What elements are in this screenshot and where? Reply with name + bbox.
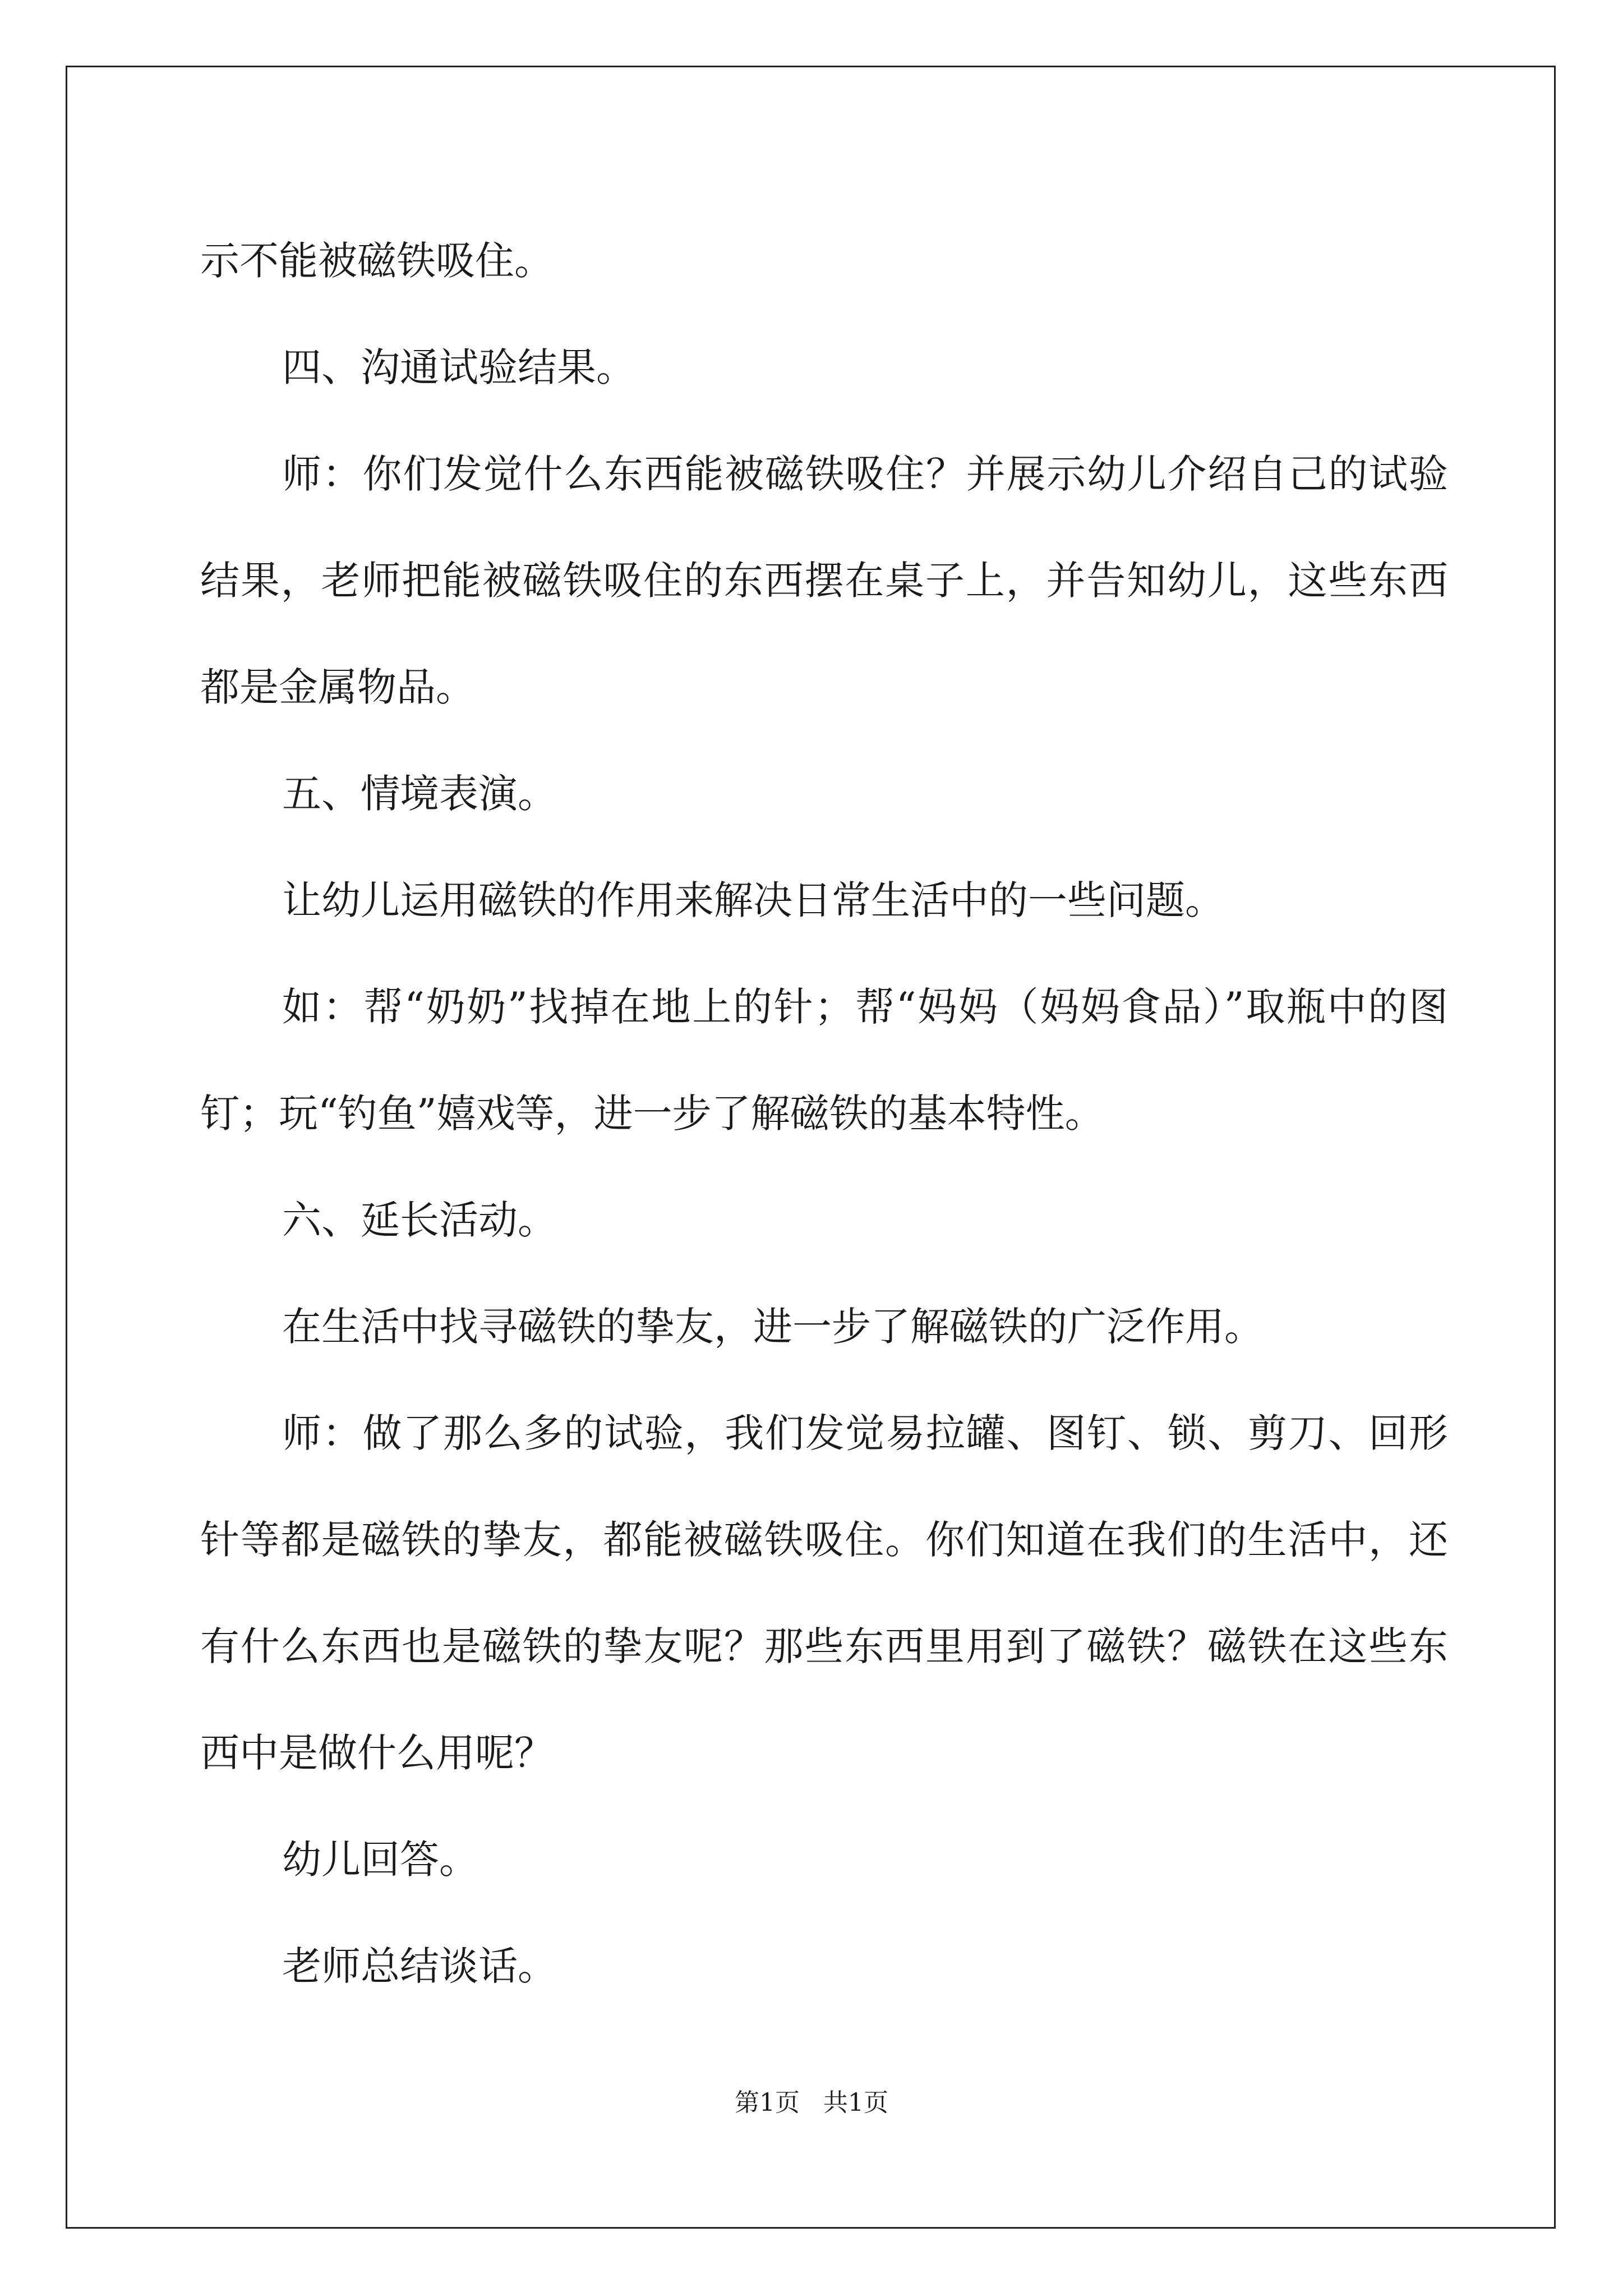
section-heading: 五、情境表演。 (282, 771, 557, 817)
paragraph: 在生活中找寻磁铁的挚友，进一步了解磁铁的广泛作用。 (282, 1304, 1264, 1350)
paragraph: 让幼儿运用磁铁的作用来解决日常生活中的一些问题。 (282, 877, 1224, 923)
paragraph: 幼儿回答。 (282, 1837, 478, 1883)
section-heading: 六、延长活动。 (282, 1197, 557, 1243)
paragraph: 师：你们发觉什么东西能被磁铁吸住？并展示幼儿介绍自己的试验结果，老师把能被磁铁吸住的东西摆在桌子上，并告知幼儿，这些东西都是金属物品。 (200, 451, 1448, 710)
document-body (200, 208, 1448, 2019)
page-number-footer: 第1页 共1页 (735, 2088, 888, 2117)
paragraph: 如：帮“奶奶”找掉在地上的针；帮“妈妈（妈妈食品）”取瓶中的图钉；玩“钓鱼”嬉戏等，进一步了解磁铁的基本特性。 (200, 984, 1448, 1137)
section-heading: 四、沟通试验结果。 (282, 344, 635, 390)
paragraph: 示不能被磁铁吸住。 (200, 238, 554, 284)
paragraph: 老师总结谈话。 (282, 1943, 557, 1989)
paragraph: 师：做了那么多的试验，我们发觉易拉罐、图钉、锁、剪刀、回形针等都是磁铁的挚友，都能被磁铁吸住。你们知道在我们的生活中，还有什么东西也是磁铁的挚友呢？那些东西里用到了磁铁？磁铁在这些东西中是做什么用呢？ (200, 1410, 1448, 1776)
